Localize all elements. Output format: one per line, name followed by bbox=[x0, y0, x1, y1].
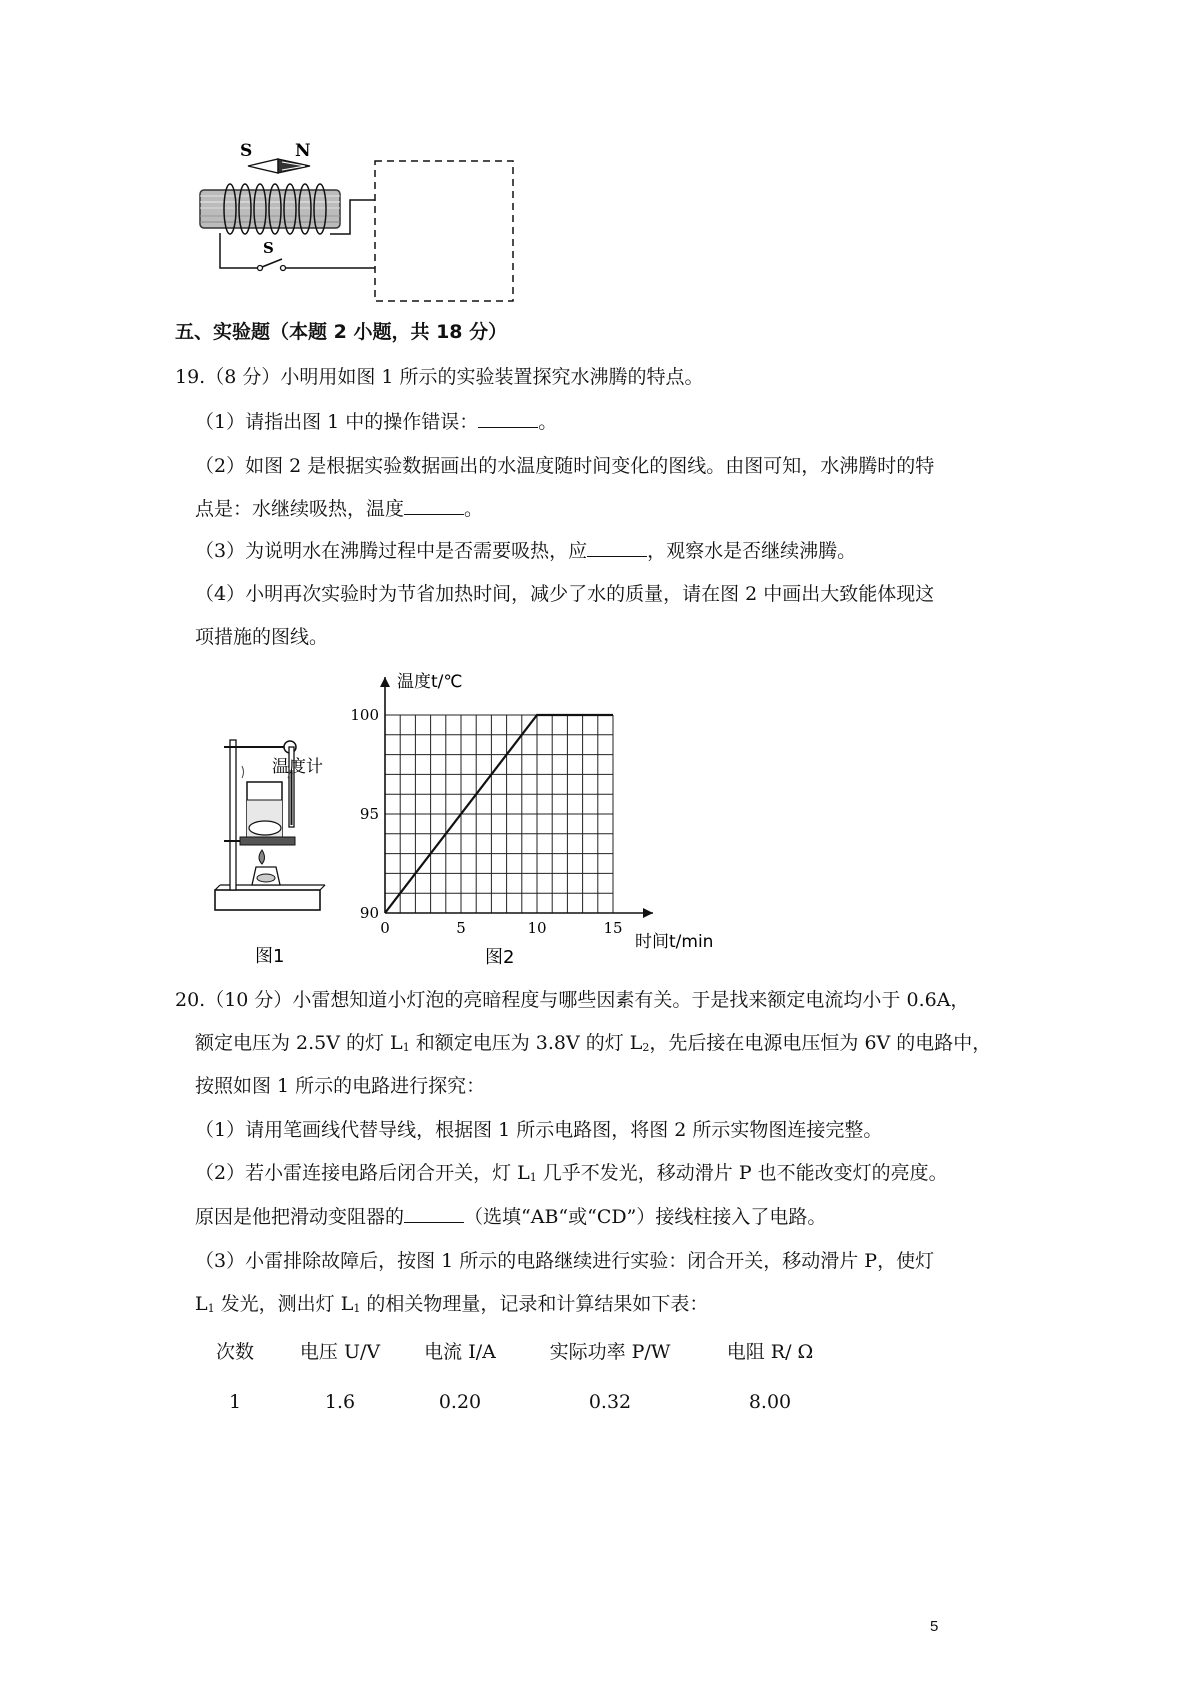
q20-part3-text-a: L bbox=[195, 1293, 208, 1315]
q20-part2-line1 bbox=[195, 1159, 948, 1192]
x-tick-label: 10 bbox=[527, 919, 547, 937]
q19-part2-suffix: 。 bbox=[464, 498, 484, 520]
table-cell: 0.32 bbox=[588, 1391, 632, 1413]
q19-part3-suffix: ，观察水是否继续沸腾。 bbox=[647, 540, 857, 562]
q19-part1 bbox=[195, 408, 557, 436]
q20-part3-line1: （3）小雷排除故障后，按图 1 所示的电路继续进行实验：闭合开关，移动滑片 P，使灯 bbox=[195, 1250, 935, 1272]
answer-blank bbox=[404, 1204, 464, 1223]
q20-part2-line2-suffix: （选填“AB“或“CD”）接线柱接入了电路。 bbox=[464, 1206, 827, 1228]
q20-line2-part-a: 额定电压为 2.5V 的灯 L bbox=[195, 1032, 403, 1054]
table-row bbox=[185, 1376, 845, 1428]
y-tick-label: 100 bbox=[350, 706, 379, 724]
q19-part4-line2: 项措施的图线。 bbox=[195, 626, 329, 648]
q19-part2-line1: （2）如图 2 是根据实验数据画出的水温度随时间变化的图线。由图可知，水沸腾时的特 bbox=[195, 455, 935, 477]
q20-part2-text-a: （2）若小雷连接电路后闭合开关，灯 L bbox=[195, 1162, 530, 1184]
page-number: 5 bbox=[930, 1618, 939, 1635]
switch-label: S bbox=[263, 239, 274, 257]
q20-part2-line2 bbox=[195, 1203, 826, 1231]
q19-part4-line1: （4）小明再次实验时为节省加热时间，减少了水的质量，请在图 2 中画出大致能体现这 bbox=[195, 583, 935, 605]
table-cell: 1.6 bbox=[324, 1391, 356, 1413]
dashed-answer-box bbox=[375, 161, 513, 301]
q19-stem: 19.（8 分）小明用如图 1 所示的实验装置探究水沸腾的特点。 bbox=[175, 366, 704, 388]
q20-line3: 按照如图 1 所示的电路进行探究： bbox=[195, 1075, 486, 1097]
q19-part2-text: 点是：水继续吸热，温度 bbox=[195, 498, 405, 520]
fig2-temperature-chart bbox=[345, 665, 725, 970]
q20-line2 bbox=[195, 1029, 991, 1062]
subscript: 1 bbox=[529, 1171, 537, 1184]
q20-part3-line2 bbox=[195, 1290, 708, 1323]
stand-pole bbox=[230, 740, 236, 890]
q20-line2-part-b: 和额定电压为 3.8V 的灯 L bbox=[409, 1032, 643, 1054]
table-header-cell: 次数 bbox=[215, 1340, 254, 1363]
stand-base bbox=[215, 890, 320, 910]
subscript: 1 bbox=[402, 1041, 410, 1054]
x-tick-label: 5 bbox=[456, 919, 466, 937]
fig1-caption: 图1 bbox=[255, 946, 285, 967]
measurement-table bbox=[185, 1324, 845, 1428]
q19-part3 bbox=[195, 537, 856, 565]
fig1-apparatus bbox=[210, 730, 350, 970]
chart-ylabel: 温度t/℃ bbox=[397, 672, 463, 692]
answer-blank bbox=[587, 538, 647, 557]
switch-icon bbox=[258, 259, 286, 271]
answer-blank bbox=[404, 496, 464, 515]
q19-part2-line2 bbox=[195, 495, 483, 523]
chart-axes bbox=[380, 677, 653, 918]
x-tick-label: 15 bbox=[603, 919, 623, 937]
subscript: 2 bbox=[642, 1041, 650, 1054]
table-cell: 1 bbox=[228, 1391, 242, 1413]
thermometer-label: 温度计 bbox=[272, 757, 323, 777]
q20-part2-text-b: 几乎不发光，移动滑片 P 也不能改变灯的亮度。 bbox=[536, 1162, 948, 1184]
chart-xlabel: 时间t/min bbox=[635, 932, 714, 952]
answer-blank bbox=[478, 409, 538, 428]
x-tick-label: 0 bbox=[380, 919, 390, 937]
compass-south-label: S bbox=[240, 141, 253, 161]
section-title: 五、实验题（本题 2 小题，共 18 分） bbox=[175, 321, 508, 343]
subscript: 1 bbox=[207, 1302, 215, 1315]
q20-line1: 20.（10 分）小雷想知道小灯泡的亮暗程度与哪些因素有关。于是找来额定电流均小于 0.6A， bbox=[175, 989, 970, 1011]
table-header-cell: 电流 I/A bbox=[424, 1340, 496, 1363]
boiling-apparatus-diagram bbox=[210, 730, 350, 970]
fig2-caption: 图2 bbox=[485, 947, 515, 968]
alcohol-lamp-icon bbox=[252, 850, 280, 885]
q19-part1-suffix: 。 bbox=[538, 411, 558, 433]
chart-tick-labels bbox=[350, 706, 622, 937]
y-tick-label: 90 bbox=[359, 904, 379, 922]
compass-needle-icon bbox=[248, 159, 310, 173]
compass-north-label: N bbox=[295, 141, 311, 161]
table-header-cell: 电阻 R/ Ω bbox=[726, 1340, 814, 1363]
q19-part1-text: （1）请指出图 1 中的操作错误： bbox=[195, 411, 479, 433]
q20-line2-part-c: ，先后接在电源电压恒为 6V 的电路中， bbox=[649, 1032, 992, 1054]
q20-part3-text-b: 发光，测出灯 L bbox=[214, 1293, 354, 1315]
q19-part3-text: （3）为说明水在沸腾过程中是否需要吸热，应 bbox=[195, 540, 588, 562]
x-axis-arrow-icon bbox=[643, 908, 653, 918]
q20-part2-line2-prefix: 原因是他把滑动变阻器的 bbox=[195, 1206, 405, 1228]
solenoid-figure bbox=[190, 138, 530, 308]
temperature-time-chart bbox=[345, 665, 725, 970]
q20-part3-text-c: 的相关物理量，记录和计算结果如下表： bbox=[360, 1293, 709, 1315]
table-cell: 0.20 bbox=[438, 1391, 482, 1413]
subscript: 1 bbox=[353, 1302, 361, 1315]
table-cell: 8.00 bbox=[748, 1391, 792, 1413]
table-header-cell: 实际功率 P/W bbox=[549, 1340, 671, 1363]
y-axis-arrow-icon bbox=[380, 677, 390, 687]
table-header-row bbox=[185, 1324, 845, 1376]
solenoid-circuit-diagram bbox=[190, 138, 530, 308]
q20-part1: （1）请用笔画线代替导线，根据图 1 所示电路图，将图 2 所示实物图连接完整。 bbox=[195, 1119, 883, 1141]
wire-gauze bbox=[240, 837, 295, 845]
table-header-cell: 电压 U/V bbox=[299, 1340, 381, 1363]
chart-grid bbox=[385, 715, 613, 913]
y-tick-label: 95 bbox=[359, 805, 379, 823]
